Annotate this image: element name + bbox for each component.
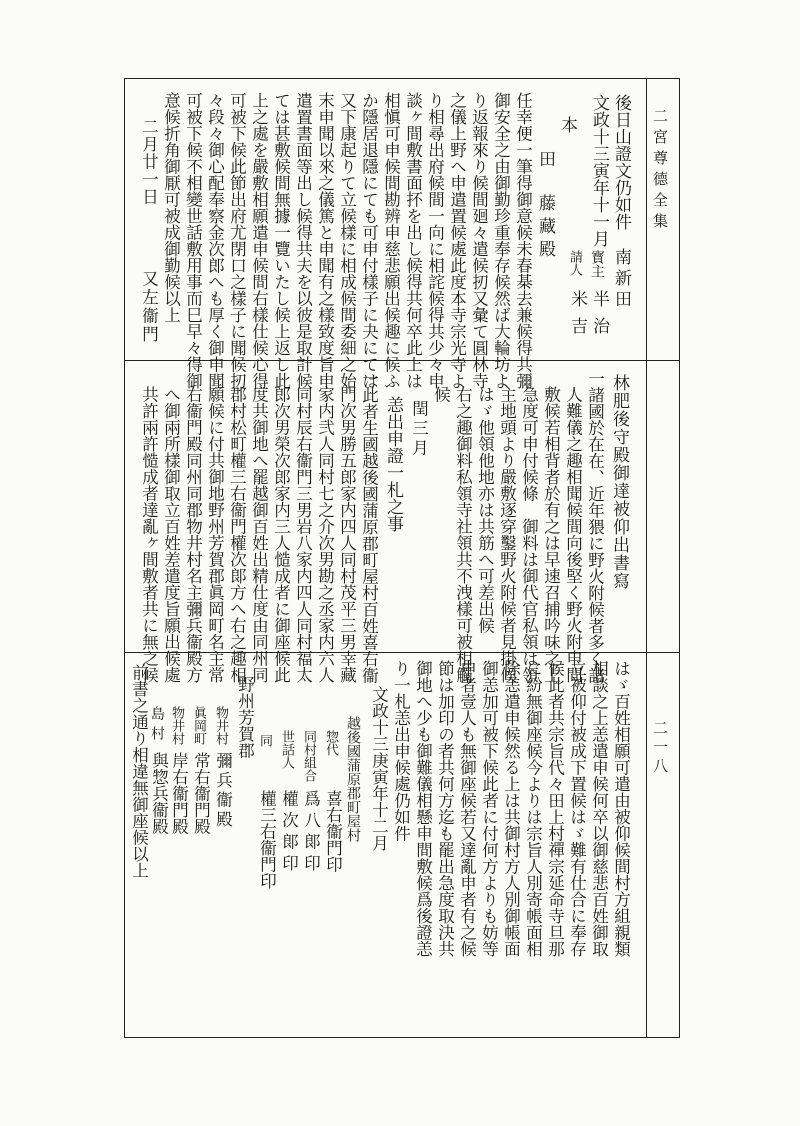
deed-line: 郡村松町權三右衞門權次郞方へ右之趣相 (227, 386, 247, 683)
deed-subtitle: 恙出申證一札之事 (383, 396, 403, 532)
letter-line: 々段々御心配奉察金次郎へも厚く御申聞 (205, 92, 225, 389)
deed-line: 御恙加可被下候此者に付何方よりも妨等 (479, 660, 499, 957)
letter-sender: 又左衞門 (139, 270, 159, 344)
letter-line: 談ヶ間敷書面抔を出し候得共何卒此上は (403, 92, 423, 389)
signer-role: 同 (257, 734, 272, 747)
recipient-name: 岸右衞門殿 (169, 752, 189, 835)
deed-line: 同村辰右衞門三男岩八家内四人同村福太 (293, 386, 313, 683)
decree-month: 閏三月 (409, 400, 429, 459)
deed-place: 越後國蒲原郡町屋村 (345, 716, 361, 842)
deed-line: 節は加印の者共何方迄も罷出急度取決共 (435, 660, 455, 957)
decree-line: 敷候若相背者於有之は早速召捕吟味之上 (541, 386, 561, 683)
decree-line: はゞ他領他地亦は共筋へ可差出候 (475, 386, 495, 634)
letter-line: 又下康起りて立候樣に相成候間委細之始 (337, 92, 357, 389)
decree-title: 林肥後守殿御達被仰出書寫 (609, 374, 629, 590)
recipient-village: 眞岡町 (191, 706, 206, 745)
deed-line: 立被仰付被成下置候はゞ難有仕合に奉存 (567, 660, 587, 957)
recipient-village: 物井村 (169, 706, 184, 745)
village-name: 半治 (589, 290, 609, 344)
recipient-name: 彌兵衞殿 (213, 752, 233, 830)
deed-line: 一此者生國越後國蒲原郡町屋村百姓喜右衞 (359, 370, 379, 684)
signer-name: 權次郞印 (279, 790, 299, 876)
decree-line: 主地頭より嚴敷逐穿鑿野火附候者見掛候 (497, 386, 517, 683)
letter-line: 可被下候不相變世話敷用事而巳早々得御 (183, 92, 203, 389)
addressee-name-a: 田 (535, 150, 555, 167)
signer-role: 世話人 (279, 730, 294, 769)
letter-line: 末申聞以來之儀篤と申聞有之樣致度旨申 (315, 92, 335, 389)
deed-line: 門次男勝五郎家内四人同村茂平三男幸藏 (337, 386, 357, 683)
letter-line: り相尋出府候間一向に相詫候得共少々申 (425, 92, 445, 389)
deed-line: り一札恙出申候處仍如件 (391, 660, 411, 842)
decree-line: 右之趣御料私領寺社領共不洩樣可被相觸 (453, 386, 473, 683)
decree-line: 急度可申付候條 御料は御代官私領は領 (519, 386, 539, 683)
village-place: 南新田 (611, 248, 631, 311)
deed-line: 申者壹人も無御座候若又達亂申者有之候 (457, 660, 477, 957)
deed-line: 願候に付共御地野州芳賀郡眞岡町名主常 (205, 386, 225, 683)
guarantor-name: 米吉 (567, 290, 587, 344)
guarantor-label: 請人 (567, 250, 582, 276)
deed-line: 右衞門殿同州同郡物井村名主彌兵衞殿方 (183, 386, 203, 683)
signer-role: 惣代 (323, 730, 338, 756)
decree-line: 一諸國於在在、近年猥に野火附候者多く諸 (585, 370, 605, 684)
deed-line: 共許兩許慥成者達亂ヶ間敷者共に無之候 (139, 386, 159, 683)
deed-line: へ御兩所樣御取立百姓差遣度旨願出候處 (161, 386, 181, 683)
deed-line: 度共御地へ罷越御百姓出精仕度由同州同 (249, 386, 269, 683)
deed-closing: 後日山證文仍如件 (611, 94, 631, 230)
deed-line: はゞ百姓相願可遣由被仰候間村方組親類 (611, 660, 631, 957)
signer-name: 爲八郞印 (301, 790, 321, 876)
village-role: 寳主 (589, 250, 605, 278)
deed-line: 御地へ少も御難儀相懸申間敷候爲後證恙 (413, 660, 433, 957)
letter-line: か隱居退隱にても可申付樣子に夬にては (359, 92, 379, 389)
letter-line: 遣置書面等出し候得共夫を以彼是取計候 (293, 92, 313, 389)
recipient-village: 島村 (149, 706, 165, 746)
signer-name: 喜右衞門印 (323, 790, 343, 873)
deed-date: 文政十三庚寅年十二月 (369, 686, 389, 851)
signer-role: 同村組合 (301, 730, 316, 782)
letter-line: 相愼可申候間勘辨申慈悲願出候趣に候ふ (381, 92, 401, 389)
letter-line: 意候折角御厭可被成御勤候以上 (161, 92, 181, 323)
recipient-village: 物井村 (213, 706, 228, 745)
page-number: 二一八 (651, 720, 669, 777)
deed-line: 郎次男榮次郎家内三人慥成者に御座候此 (271, 386, 291, 683)
deed-date: 文政十三寅年十一月 (589, 94, 609, 247)
addressee-label: 本 (557, 116, 577, 133)
decree-line: 候 (431, 386, 451, 403)
deed-line: 候此者共宗旨代々田上村禪宗延命寺旦那 (545, 660, 565, 957)
book-title: 二宮尊德全集 (651, 108, 669, 234)
deed-line: 除恙遣申候然る上は共御村方人別御帳面 (501, 660, 521, 957)
decree-line: 人難儀之趣相聞候間向後堅く野火附申間 (563, 386, 583, 683)
letter-line: ては甚敷候間無據一覽いたし候上返し此 (271, 92, 291, 389)
letter-line: 可被下候此節出府尤閉口之樣子に聞候扨 (227, 92, 247, 389)
letter-line: り返報來り候間廻々遣候扨又彙て圓林寺 (469, 92, 489, 389)
letter-line: 之儀上野へ申遣置候處此度本寺宗光寺よ (447, 92, 467, 389)
signer-name: 權三右衞門印 (257, 790, 277, 889)
recipient-name: 與惣兵衞殿 (149, 752, 169, 835)
recipient-district: 野州芳賀郡 (235, 676, 255, 759)
deed-line: 家内弐人同村七之介次男勘之丞家内六人 (315, 386, 335, 683)
deed-line: に紛無御座候今よりは宗旨人別寄帳面相 (523, 660, 543, 957)
recipient-name: 常右衞門殿 (191, 752, 211, 835)
letter-line: 任幸便一筆得御意候未春棊去兼候得共彌 (513, 92, 533, 389)
letter-date: 二月廿一日 (139, 118, 159, 206)
closing-line: 前書之通り相違無御座候以上 (129, 664, 149, 879)
letter-line: 上之處を嚴敷相願遣申候間右樣仕候心得 (249, 92, 269, 389)
letter-line: 御安全之由御勤珍重奉存候然ば大輪坊よ (491, 92, 511, 389)
addressee-name-b: 藤藏殿 (535, 194, 555, 263)
header-rule (646, 78, 647, 1038)
deed-line: 相談之上恙遣申候何卒以御慈悲百姓御取 (589, 660, 609, 957)
